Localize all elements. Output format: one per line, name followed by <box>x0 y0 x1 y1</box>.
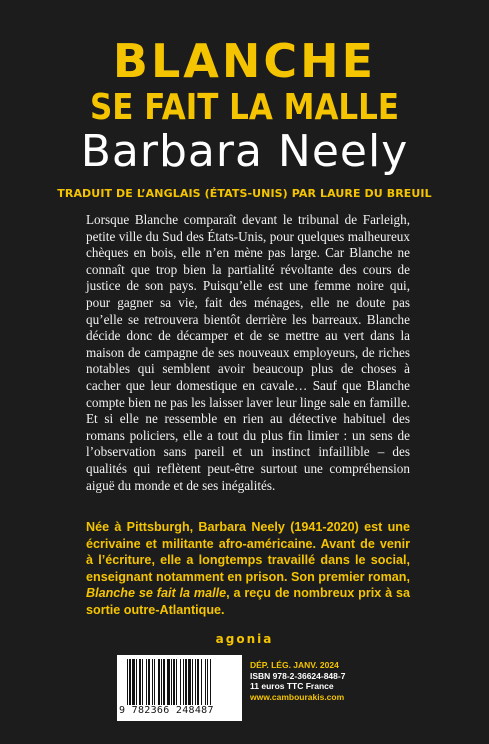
barcode-bar <box>136 659 137 705</box>
barcode-bar <box>180 659 181 705</box>
barcode-bars <box>127 659 237 705</box>
publisher-logo: agonia <box>215 632 274 646</box>
barcode-bar <box>142 659 143 705</box>
website: www.cambourakis.com <box>250 691 345 702</box>
author-name: Barbara Neely <box>80 126 409 177</box>
translator-credit: TRADUIT DE L’ANGLAIS (ÉTATS-UNIS) PAR LAURE DU BREUIL <box>57 187 432 200</box>
barcode-bar <box>183 659 184 705</box>
barcode-bar <box>195 659 196 705</box>
bio-book-title: Blanche se fait la malle <box>86 586 227 601</box>
price: 11 euros TTC France <box>250 681 334 691</box>
barcode-bar <box>188 659 191 705</box>
barcode-bar <box>201 659 202 705</box>
barcode-bar <box>139 659 141 705</box>
legal-info <box>250 660 345 702</box>
barcode-bar <box>173 659 175 705</box>
barcode-number: 9 782366 248487 <box>119 705 214 716</box>
bio-text-2: , a reçu de nombreux prix à sa sortie outre-Atlantique. <box>86 586 410 617</box>
barcode-bar <box>148 659 150 705</box>
title-line-2: SE FAIT LA MALLE <box>89 87 400 128</box>
barcode-bar <box>192 659 193 705</box>
barcode-bar <box>210 659 211 705</box>
barcode-bar <box>163 659 165 705</box>
barcode-bar <box>205 659 206 705</box>
barcode-bar <box>154 659 155 705</box>
barcode-bar <box>207 659 208 705</box>
barcode-bar <box>129 659 131 705</box>
barcode-bar <box>197 659 199 705</box>
book-summary: Lorsque Blanche comparaît devant le tribunal de Farleigh, petite ville du Sud des États-Unis, pour quelques malheureux chèques en bois, elle n’en mène pas large. Car Blanche ne connaît que trop bien la partialité révoltante des cours de justice de son pays. Puisqu’elle est une femme noire qui, pour gagner sa vie, fait des ménages, elle ne doute pas qu’elle se retrouvera bientôt derrière les barreaux. Blanche décide donc de décamper et de se mettre au vert dans la maison de campagne de ses nouveaux employeurs, de riches notables qui semblent avoir beaucoup plus de choses à cacher que leur domestique en cavale… Sauf que Blanche compte bien ne pas les laisser laver leur linge sale en famille. Et si elle ne ressemble en rien au détective habituel des romans policiers, elle a tout du plus fin limier : un sens de l’observation sans pareil et un instinct infaillible – des qualités qui reflètent peut-être surtout une compréhension aiguë du monde et de ses inégalités. <box>86 212 410 493</box>
title-line-1: BLANCHE <box>112 34 377 88</box>
barcode-bar <box>167 659 170 705</box>
bio-text-1: Née à Pittsburgh, Barbara Neely (1941-2020) est une écrivaine et militante afro-américaine. Avant de venir à l’écriture, elle a longtemps travaillé dans le social, enseignant notamment en prison. Son premier roman, <box>86 520 410 584</box>
barcode-bar <box>158 659 160 705</box>
author-bio <box>86 519 410 619</box>
barcode <box>117 655 242 721</box>
barcode-bar <box>146 659 147 705</box>
isbn: ISBN 978-2-36624-848-7 <box>250 670 346 681</box>
barcode-bar <box>176 659 177 705</box>
barcode-bar <box>185 659 187 705</box>
barcode-bar <box>132 659 135 705</box>
barcode-bar <box>127 659 128 705</box>
barcode-bar <box>171 659 172 705</box>
barcode-bar <box>161 659 162 705</box>
legal-deposit: DÉP. LÉG. JANV. 2024 <box>250 660 339 670</box>
barcode-bar <box>152 659 153 705</box>
